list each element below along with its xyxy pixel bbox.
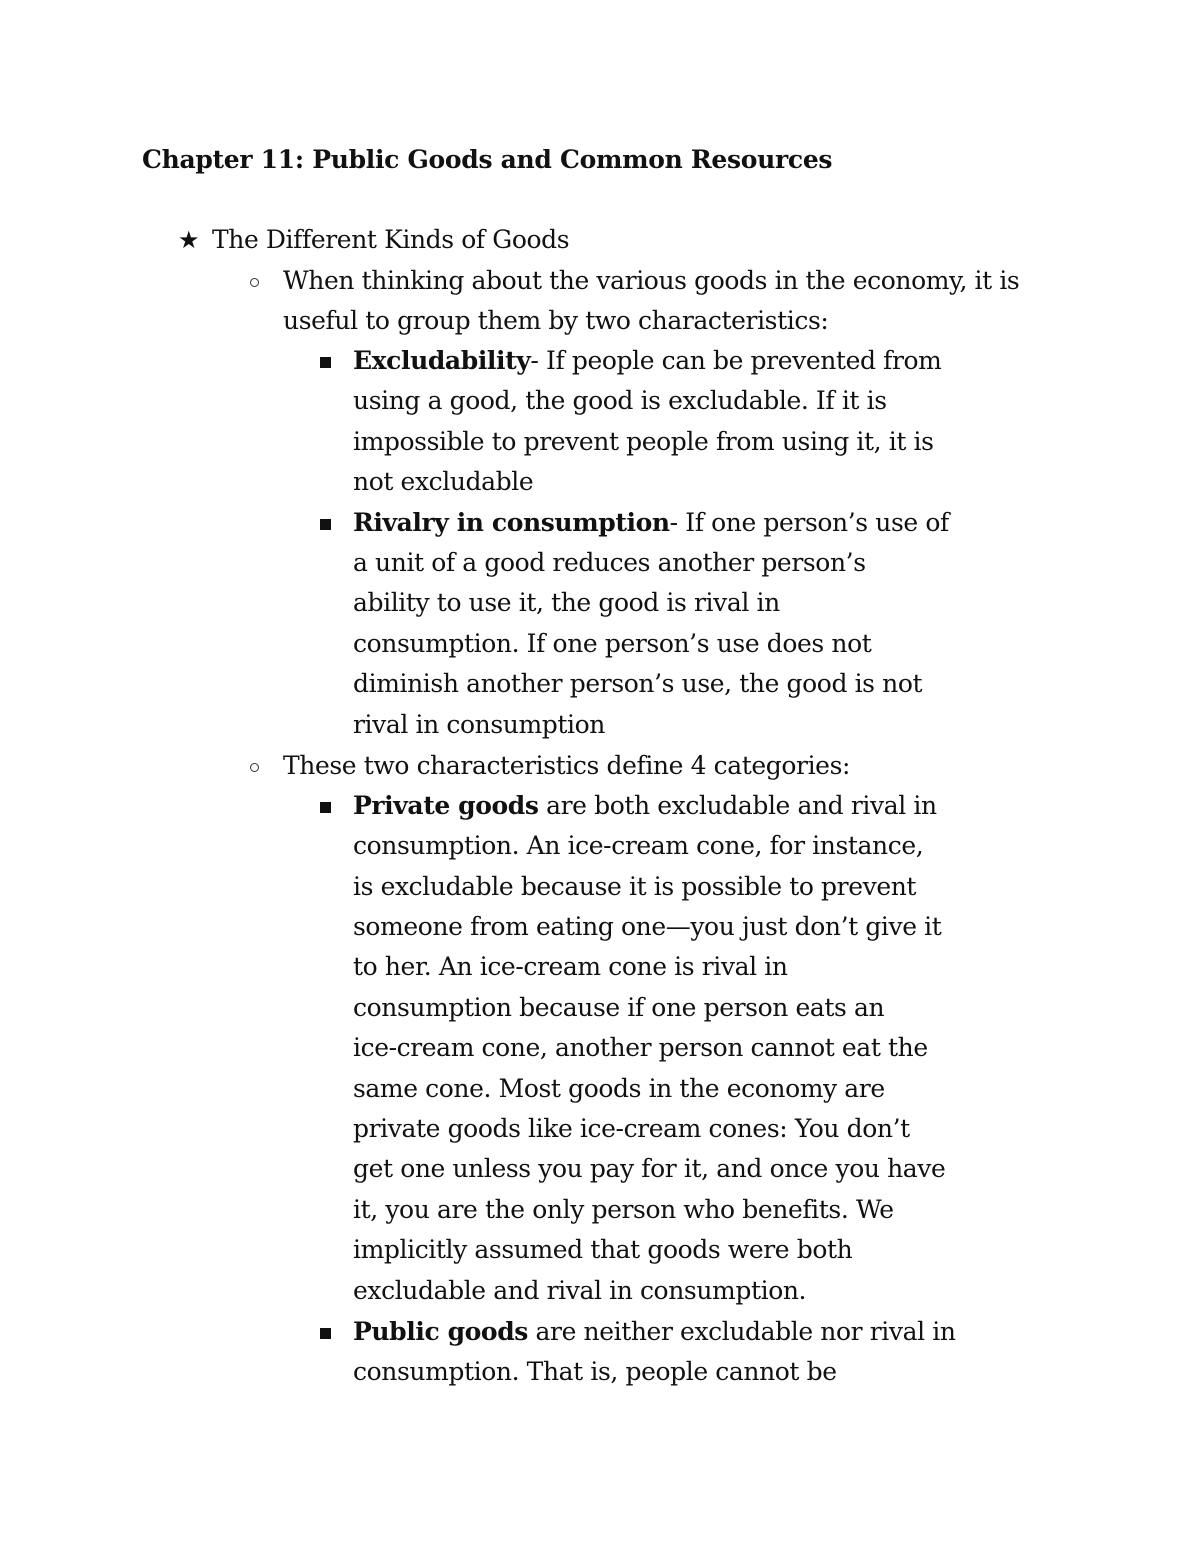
definition-line: impossible to prevent people from using it, it is: [353, 427, 934, 456]
section-heading: The Different Kinds of Goods: [212, 225, 570, 254]
definition-line: using a good, the good is excludable. If it is: [353, 386, 887, 415]
definition-line: ice-cream cone, another person cannot eat the: [353, 1033, 928, 1062]
star-bullet-icon: ★: [178, 226, 200, 254]
definition-text: - If people can be prevented from: [530, 346, 942, 375]
term-rivalry: Rivalry in consumption: [353, 508, 670, 537]
list-item-line: These two characteristics define 4 categories:: [283, 751, 851, 780]
definition-line: someone from eating one—you just don’t give it: [353, 912, 942, 941]
circle-bullet-icon: [250, 278, 259, 287]
definition-line: implicitly assumed that goods were both: [353, 1235, 853, 1264]
definition-line: to her. An ice-cream cone is rival in: [353, 952, 788, 981]
definition-line: consumption. An ice-cream cone, for instance,: [353, 831, 924, 860]
definition-line: excludable and rival in consumption.: [353, 1276, 807, 1305]
term-private-goods: Private goods: [353, 791, 539, 820]
term-excludability: Excludability: [353, 346, 531, 375]
definition-first-line: [353, 786, 937, 827]
definition-text: are both excludable and rival in: [538, 791, 937, 820]
definition-text: - If one person’s use of: [669, 508, 949, 537]
circle-bullet-icon: [250, 763, 259, 772]
square-bullet-icon: [320, 519, 331, 530]
definition-text: are neither excludable nor rival in: [527, 1317, 956, 1346]
definition-line: consumption. If one person’s use does not: [353, 629, 872, 658]
list-item-line: useful to group them by two characteristics:: [283, 306, 829, 335]
definition-line: diminish another person’s use, the good is not: [353, 669, 923, 698]
definition-line: not excludable: [353, 467, 534, 496]
definition-line: consumption. That is, people cannot be: [353, 1357, 837, 1386]
definition-first-line: [353, 503, 949, 544]
square-bullet-icon: [320, 802, 331, 813]
chapter-title: Chapter 11: Public Goods and Common Resources: [142, 145, 833, 174]
list-item-line: When thinking about the various goods in the economy, it is: [283, 266, 1020, 295]
definition-line: get one unless you pay for it, and once you have: [353, 1154, 946, 1183]
definition-line: same cone. Most goods in the economy are: [353, 1074, 885, 1103]
term-public-goods: Public goods: [353, 1317, 528, 1346]
square-bullet-icon: [320, 1328, 331, 1339]
definition-line: consumption because if one person eats an: [353, 993, 885, 1022]
definition-first-line: [353, 1312, 956, 1353]
definition-first-line: [353, 341, 941, 382]
square-bullet-icon: [320, 357, 331, 368]
definition-line: ability to use it, the good is rival in: [353, 588, 780, 617]
definition-line: is excludable because it is possible to prevent: [353, 872, 917, 901]
definition-line: private goods like ice-cream cones: You don’t: [353, 1114, 910, 1143]
definition-line: it, you are the only person who benefits. We: [353, 1195, 894, 1224]
definition-line: a unit of a good reduces another person’s: [353, 548, 866, 577]
definition-line: rival in consumption: [353, 710, 605, 739]
